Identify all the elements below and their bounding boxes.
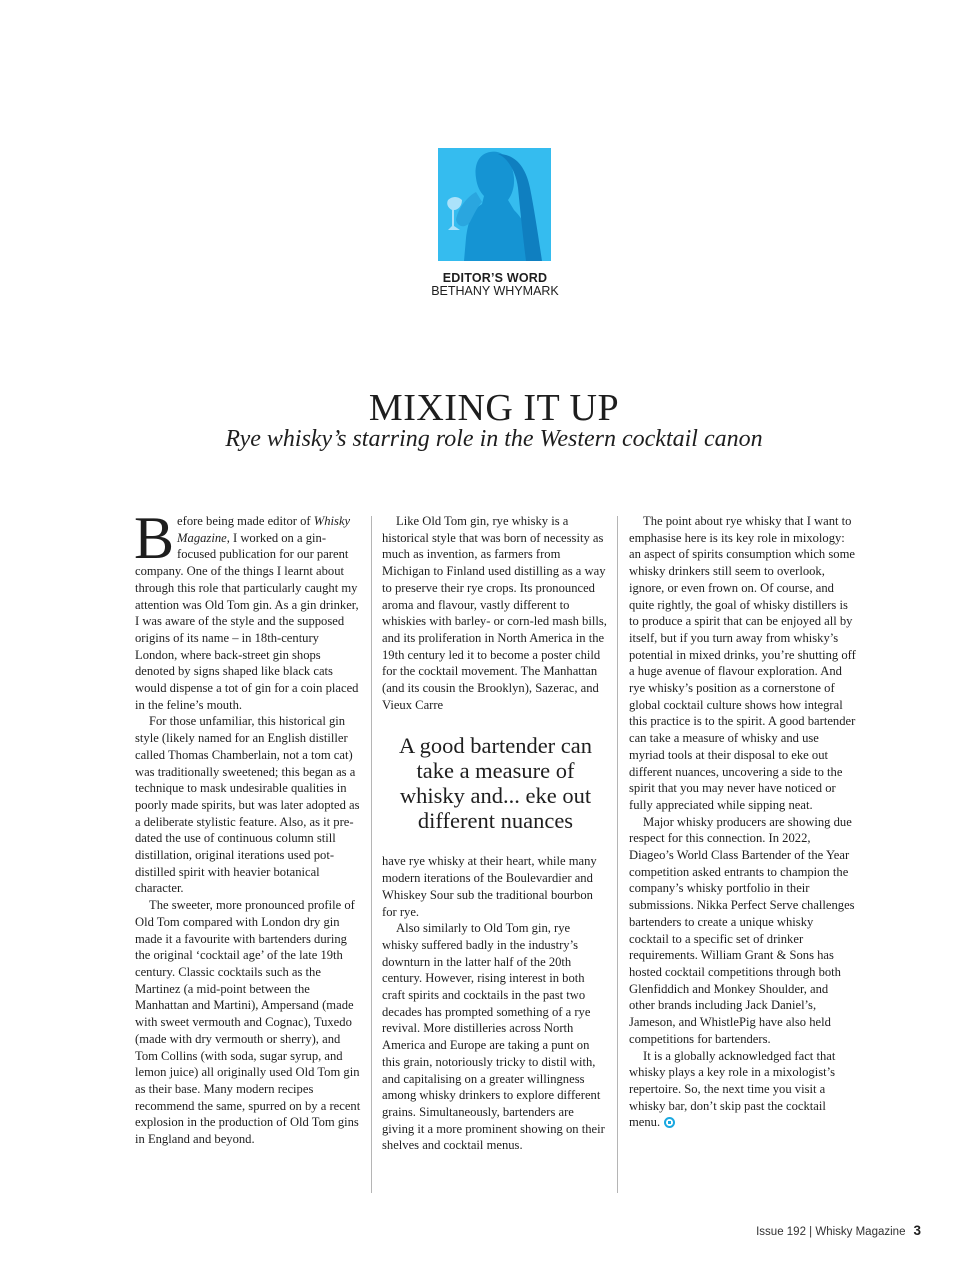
pull-quote: A good bartender can take a measure of whisky and... eke out different nuances bbox=[398, 733, 593, 834]
paragraph: The sweeter, more pronounced profile of Old Tom compared with London dry gin made it a favourite with bartenders during the original ‘cocktail age’ of the late 19th century. Classic cocktails such as the Martinez (a mid-point between the Manhattan and Martini), Ampersand (made with sweet vermouth and Cognac), Tuxedo (made with dry vermouth or sherry), and Tom Collins (with soda, sugar syrup, and lemon juice) all originally used Old Tom gin as their base. Many modern recipes recommend the same, spurred on by a recent explosion in the production of Old Tom gins in England and beyond. bbox=[135, 898, 361, 1147]
page-number: 3 bbox=[913, 1223, 921, 1238]
end-of-article-icon bbox=[664, 1117, 675, 1128]
editor-portrait-photo bbox=[438, 148, 551, 261]
column-divider bbox=[371, 516, 372, 1193]
page-footer bbox=[756, 1223, 921, 1238]
article-subhead: Rye whisky’s starring role in the Western cocktail canon bbox=[225, 426, 763, 452]
editor-byline bbox=[395, 272, 595, 298]
paragraph-text: , I worked on a gin-focused publication for our parent company. One of the things I learnt about through this role that particularly caught my attention was Old Tom gin. As a gin drinker, I was aware of the style and the supposed origins of its name – in 18th-century London, where back-street gin shops denoted by signs shaped like black cats would dispense a tot of gin for a coin placed in the feline’s mouth. bbox=[135, 530, 359, 712]
column-divider bbox=[617, 516, 618, 1193]
article-column-2 bbox=[382, 513, 609, 1154]
editor-name: BETHANY WHYMARK bbox=[431, 284, 559, 298]
paragraph-text: It is a globally acknowledged fact that whisky plays a key role in a mixologist’s repertoire. So, the next time you visit a whisky bar, don’t skip past the cocktail menu. bbox=[629, 1048, 836, 1130]
paragraph bbox=[629, 1048, 856, 1132]
article-headline: MIXING IT UP bbox=[368, 387, 620, 429]
paragraph: have rye whisky at their heart, while many modern iterations of the Boulevardier and Whiskey Sour sub the traditional bourbon for rye. bbox=[382, 854, 597, 919]
paragraph: Like Old Tom gin, rye whisky is a historical style that was born of necessity as much as invention, as farmers from Michigan to Finland used distilling as a way to preserve their rye crops. Its pronounced aroma and flavour, vastly different to whiskies with barley- or corn-led mash bills, and its proliferation in North America in the 19th century led it to become a poster child for the cocktail movement. The Manhattan (and its cousin the Brooklyn), Sazerac, and Vieux Carre bbox=[382, 514, 607, 712]
paragraph: Major whisky producers are showing due respect for this connection. In 2022, Diageo’s World Class Bartender of the Year competition asked entrants to champion the company’s whisky portfolio in their submissions. Nikka Perfect Serve challenges bartenders to create a unique whisky cocktail to a specific set of drinker requirements. William Grant & Sons has hosted cocktail competitions through both Glenfiddich and Monkey Shoulder, and other brands including Jack Daniel’s, Jameson, and WhistlePig have also held competitions for bartenders. bbox=[629, 814, 855, 1046]
paragraph: The point about rye whisky that I want to emphasise here is its key role in mixology: an aspect of spirits consumption which some whisky drinkers still seem to overlook, ignore, or even frown on. Of course, and quite rightly, the goal of whisky distillers is to produce a spirit that can be enjoyed all by itself, but if you turn away from whisky’s potential in mixed drinks, you’re shutting off a huge avenue of flavour exploration. And rye whisky’s position as a cornerstone of global cocktail culture shows how integral this practice is to the spirit. A good bartender can take a measure of whisky and use myriad tools at their disposal to eke out different nuances, uncovering a side to the spirit that you may never have noticed or fully appreciated while sipping neat. bbox=[629, 514, 856, 812]
section-label: EDITOR’S WORD bbox=[442, 271, 548, 285]
paragraph-text: efore being made editor of bbox=[177, 514, 314, 528]
article-column-1 bbox=[134, 505, 362, 1148]
portrait-photo-icon bbox=[438, 148, 551, 261]
magazine-title: Whisky Magazine bbox=[177, 514, 351, 545]
paragraph: Also similarly to Old Tom gin, rye whisky suffered badly in the industry’s downturn in the latter half of the 20th century. However, rising interest in both craft spirits and cocktails in the past two decades has prompted something of a rye revival. More distilleries across North America and Europe are taking a punt on this grain, notoriously tricky to distil with, and capitalising on a greater willingness among whisky drinkers to explore different grains. Simultaneously, bartenders are giving it a more prominent showing on their shelves and cocktail menus. bbox=[382, 921, 605, 1153]
issue-label: Issue 192 | Whisky Magazine bbox=[756, 1226, 906, 1238]
article-column-3 bbox=[629, 513, 856, 1131]
drop-cap: B bbox=[134, 505, 175, 571]
paragraph bbox=[134, 505, 362, 713]
paragraph: For those unfamiliar, this historical gin style (likely named for an English distiller called Thomas Chamberlain, not a tom cat) was traditionally sweetened; this began as a technique to mask undesirable qualities in poorly made spirits, but was later adopted as a deliberate stylistic feature. Also, as it pre-dated the use of continuous column still distillation, original iterations used pot-distilled spirit with heavier botanical character. bbox=[135, 714, 360, 896]
